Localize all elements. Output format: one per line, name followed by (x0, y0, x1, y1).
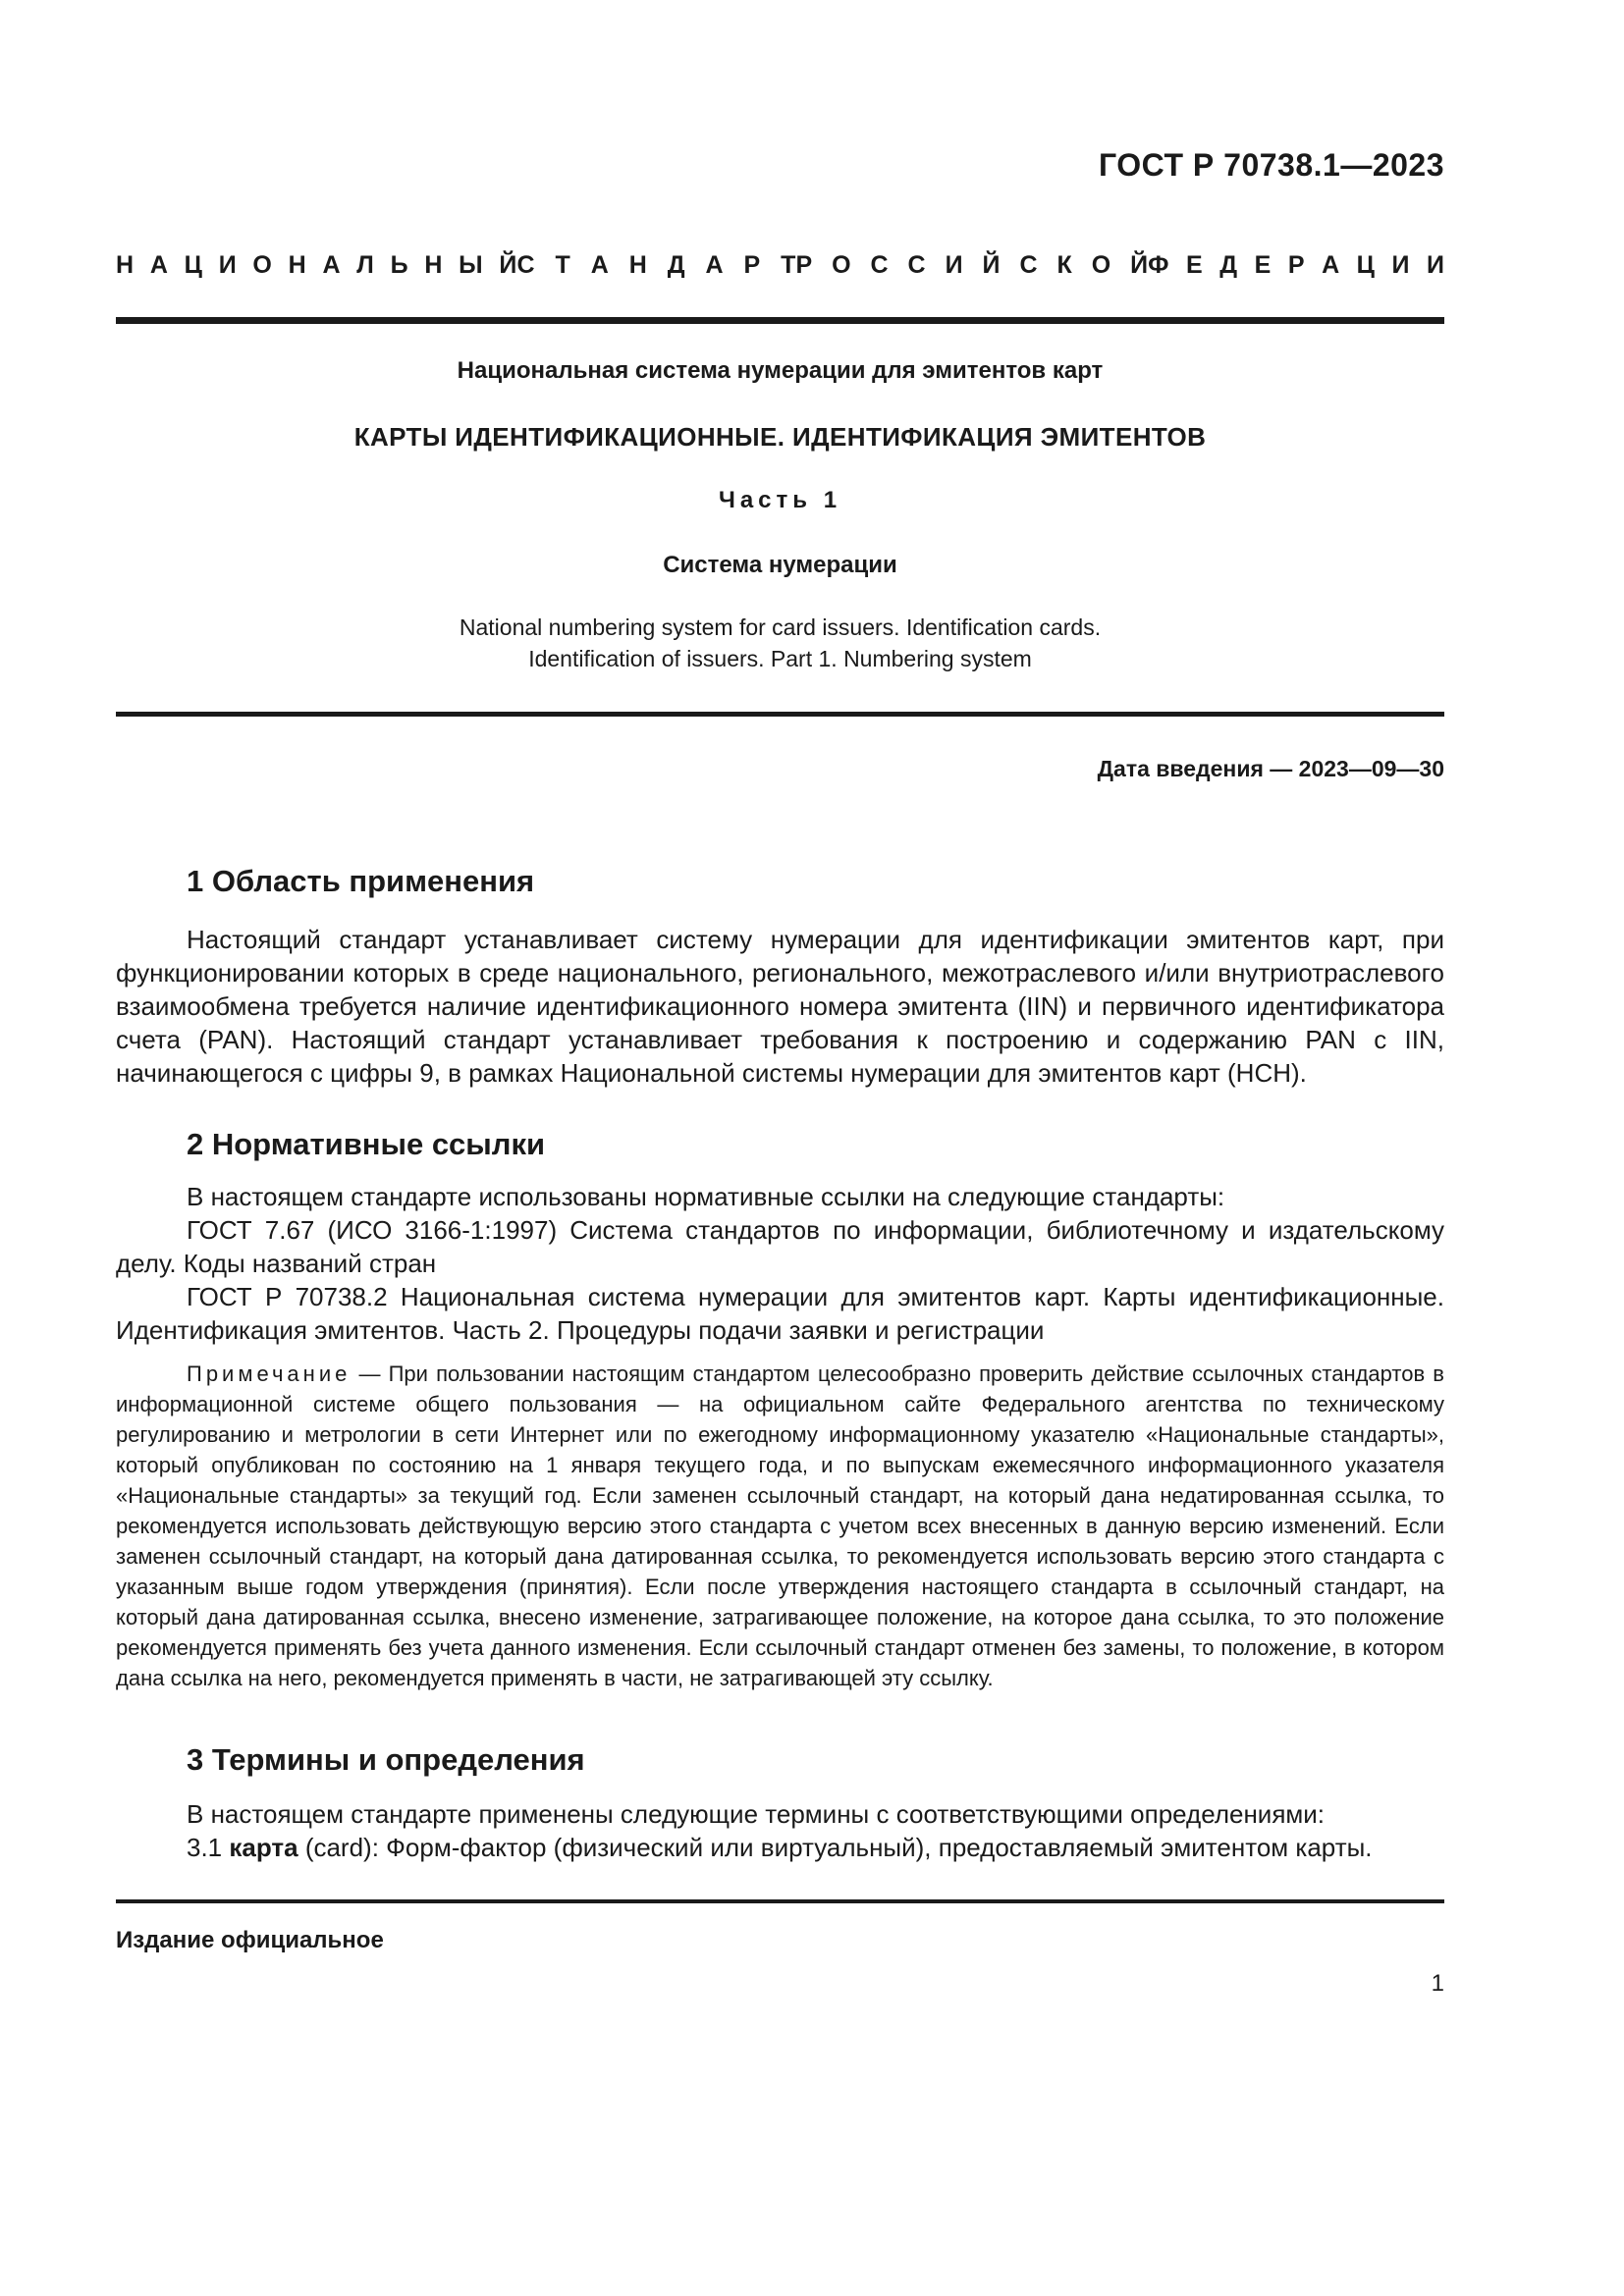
banner-letter: А (149, 251, 168, 279)
official-edition-label: Издание официальное (116, 1927, 384, 1953)
banner-letter: Л (356, 251, 374, 279)
banner-letter: Н (116, 251, 135, 279)
banner-letter: С (1019, 251, 1038, 279)
banner-word-3 (795, 253, 1148, 278)
note-text: — При пользовании настоящим стандартом целесообразно проверить действие ссылочных стандартов в информационной системе общего пользования — на официальном сайте Федерального агентства по техническому регулированию и метрологии в сети Интернет или по ежегодному информационному указателю «Национальные стандарты», который опубликован по состоянию на 1 января текущего года, и по выпускам ежемесячного информационного указателя «Национальные стандарты» за текущий год. Если заменен ссылочный стандарт, на который дана недатированная ссылка, то рекомендуется использовать действующую версию этого стандарта с учетом всех внесенных в данную версию изменений. Если заменен ссылочный стандарт, на который дана датированная ссылка, то рекомендуется использовать версию этого стандарта с указанным выше годом утверждения (принятия). Если после утверждения настоящего стандарта в ссылочный стандарт, на который дана датированная ссылка, внесено изменение, затрагивающее положение, на которое дана ссылка, то это положение рекомендуется применять без учета данного изменения. Если ссылочный стандарт отменен без замены, то положение, в котором дана ссылка на него, рекомендуется применять в части, не затрагивающей эту ссылку. (116, 1362, 1444, 1690)
banner-letter: И (218, 251, 237, 279)
banner-letter: К (1056, 251, 1072, 279)
national-standard-banner (116, 253, 1444, 278)
section-3-body (116, 1797, 1444, 1864)
standard-code: ГОСТ Р 70738.1—2023 (1099, 147, 1444, 183)
banner-letter: О (252, 251, 272, 279)
banner-letter: Н (288, 251, 306, 279)
banner-letter: С (870, 251, 889, 279)
document-subtitle: Национальная система нумерации для эмитентов карт (457, 357, 1104, 384)
banner-letter: Ц (184, 251, 202, 279)
banner-word-2 (516, 253, 795, 278)
banner-letter: Р (743, 251, 761, 279)
section-1-paragraph: Настоящий стандарт устанавливает систему нумерации для идентификации эмитентов карт, при функционировании которых в среде национального, регионального, межотраслевого и/или внутриотраслевого взаимообмена требуется наличие идентификационного номера эмитента (IIN) и первичного идентификатора счета (PAN). Настоящий стандарт устанавливает требования к построению и содержанию PAN с IIN, начинающегося с цифры 9, в рамках Национальной системы нумерации для эмитентов карт (НСН). (116, 925, 1444, 1088)
title-divider (116, 712, 1444, 717)
banner-letter: А (590, 251, 609, 279)
english-title (116, 612, 1444, 674)
banner-letter: Й (499, 251, 517, 279)
top-divider (116, 317, 1444, 324)
banner-letter: С (907, 251, 926, 279)
banner-word-4 (1148, 253, 1444, 278)
part-name: Система нумерации (663, 552, 897, 578)
banner-letter: И (1427, 251, 1444, 279)
term-3-1 (116, 1831, 1444, 1864)
english-title-line-2: Identification of issuers. Part 1. Numbering system (528, 646, 1032, 671)
banner-letter: Д (1219, 251, 1238, 279)
banner-letter: Р (1287, 251, 1305, 279)
banner-letter: С (516, 251, 535, 279)
banner-letter: Т (781, 251, 796, 279)
banner-letter: И (1391, 251, 1410, 279)
banner-letter: О (832, 251, 851, 279)
document-main-title: КАРТЫ ИДЕНТИФИКАЦИОННЫЕ. ИДЕНТИФИКАЦИЯ ЭМИТЕНТОВ (353, 422, 1207, 452)
note-label: Примечание (187, 1362, 352, 1386)
banner-letter: И (945, 251, 963, 279)
banner-letter: Р (795, 251, 813, 279)
banner-letter: Ь (390, 251, 408, 279)
section-3-intro: В настоящем стандарте применены следующие термины с соответствующими определениями: (187, 1799, 1326, 1829)
term-word: карта (229, 1833, 298, 1862)
section-2-note (116, 1359, 1444, 1693)
section-3-heading: 3 Термины и определения (187, 1742, 585, 1777)
section-1-heading: 1 Область применения (187, 864, 535, 898)
banner-letter: Н (424, 251, 443, 279)
banner-letter: Ц (1356, 251, 1375, 279)
banner-letter: Н (628, 251, 647, 279)
term-number: 3.1 (187, 1833, 230, 1862)
banner-letter: Е (1186, 251, 1203, 279)
banner-letter: Ы (459, 251, 483, 279)
banner-letter: Е (1254, 251, 1272, 279)
reference-gost-7-67: ГОСТ 7.67 (ИСО 3166-1:1997) Система стандартов по информации, библиотечному и издательскому делу. Коды названий стран (116, 1215, 1444, 1278)
section-2-body (116, 1180, 1444, 1347)
banner-letter: Й (1130, 251, 1149, 279)
english-title-line-1: National numbering system for card issuers. Identification cards. (459, 614, 1102, 640)
reference-gost-r-70738-2: ГОСТ Р 70738.2 Национальная система нумерации для эмитентов карт. Карты идентификационные. Идентификация эмитентов. Часть 2. Процедуры подачи заявки и регистрации (116, 1282, 1444, 1345)
term-definition: (card): Форм-фактор (физический или виртуальный), предоставляемый эмитентом карты. (298, 1833, 1373, 1862)
banner-letter: Й (982, 251, 1001, 279)
section-2-intro: В настоящем стандарте использованы нормативные ссылки на следующие стандарты: (187, 1182, 1225, 1211)
section-2-heading: 2 Нормативные ссылки (187, 1127, 546, 1161)
banner-letter: Т (555, 251, 570, 279)
introduction-date: Дата введения — 2023—09—30 (1097, 756, 1444, 781)
banner-letter: А (322, 251, 341, 279)
banner-word-1 (116, 253, 516, 278)
banner-letter: А (705, 251, 724, 279)
section-1-body (116, 923, 1444, 1090)
page-number: 1 (1431, 1970, 1444, 1997)
banner-letter: Ф (1148, 251, 1169, 279)
footer-divider (116, 1899, 1444, 1903)
part-label: Часть 1 (718, 487, 842, 513)
banner-letter: О (1091, 251, 1111, 279)
banner-letter: А (1322, 251, 1340, 279)
banner-letter: Д (667, 251, 685, 279)
